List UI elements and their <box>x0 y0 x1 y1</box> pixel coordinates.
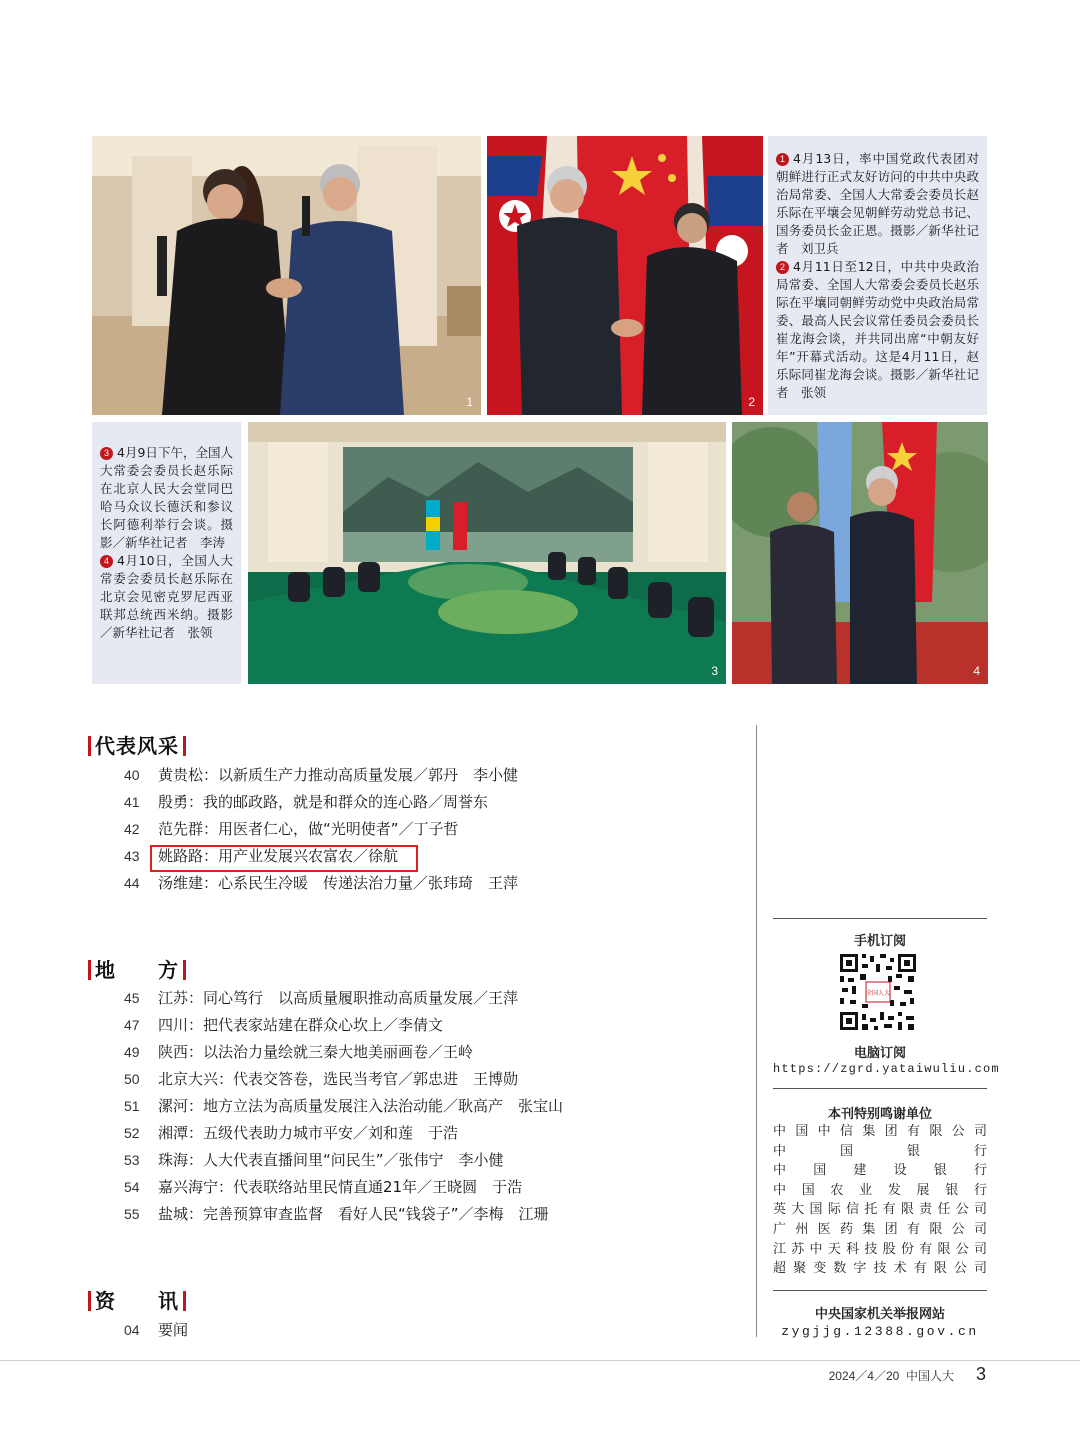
toc-item[interactable] <box>124 1066 563 1093</box>
toc-page: 47 <box>124 1017 140 1033</box>
caption-box-3-4 <box>92 422 241 684</box>
toc-page: 52 <box>124 1125 140 1141</box>
toc-title: 范先群：用医者仁心，做“光明使者”／丁子哲 <box>158 820 459 838</box>
toc-title: 黄贵松：以新质生产力推动高质量发展／郭丹 李小健 <box>158 766 519 784</box>
footer-issue-date: 2024／4／20 <box>828 1369 900 1383</box>
report-site-title: 中央国家机关举报网站 <box>814 1307 945 1322</box>
footer-rule <box>0 1360 1080 1361</box>
qr-center-label: 全国人大 <box>865 990 891 997</box>
toc-page: 50 <box>124 1071 140 1087</box>
section-head-news <box>88 1285 186 1314</box>
thanks-title: 本刊特别鸣谢单位 <box>827 1107 932 1122</box>
toc-page: 42 <box>124 821 140 837</box>
toc-title: 湘潭：五级代表助力城市平安／刘和莲 于浩 <box>158 1124 459 1142</box>
qr-code-icon[interactable] <box>838 952 918 1032</box>
toc-title: 汤维建：心系民生冷暖 传递法治力量／张玮琦 王萍 <box>158 874 519 892</box>
sidebar-rule <box>773 918 987 919</box>
section-title: 地 方 <box>95 958 179 982</box>
toc-title: 殷勇：我的邮政路，就是和群众的连心路／周誉东 <box>158 793 489 811</box>
caption-2-mark: 2 <box>776 261 789 274</box>
section-head-representatives <box>88 730 186 759</box>
caption-2 <box>776 258 979 402</box>
mobile-subscribe-label: 手机订阅 <box>853 934 906 949</box>
caption-1 <box>776 150 979 258</box>
toc-title: 江苏：同心笃行 以高质量履职推动高质量发展／王萍 <box>158 989 519 1007</box>
toc-item[interactable] <box>124 1093 563 1120</box>
toc-list-representatives <box>124 762 518 897</box>
toc-page: 51 <box>124 1098 140 1114</box>
caption-3 <box>100 444 233 552</box>
photo-3 <box>248 422 726 684</box>
page-number: 3 <box>976 1364 987 1384</box>
toc-title: 北京大兴：代表交答卷，选民当考官／郭忠进 王博勋 <box>158 1070 519 1088</box>
photo-1 <box>92 136 481 415</box>
photo-4-image <box>732 422 988 684</box>
caption-4 <box>100 552 233 642</box>
toc-item[interactable] <box>124 816 518 843</box>
toc-title: 姚路路：用产业发展兴农富农／徐航 <box>158 847 399 865</box>
toc-page: 04 <box>124 1322 140 1338</box>
toc-page: 49 <box>124 1044 140 1060</box>
toc-page: 45 <box>124 990 140 1006</box>
toc-page: 41 <box>124 794 140 810</box>
caption-1-text: 4月13日，率中国党政代表团对朝鲜进行正式友好访问的中共中央政治局常委、全国人大常委会委员长赵乐际在平壤会见朝鲜劳动党总书记、国务委员长金正恩。摄影／新华社记者 刘卫兵 <box>776 151 979 256</box>
sidebar-rule <box>773 1290 987 1291</box>
sponsor-item: 英大国际信托有限责任公司 <box>773 1202 987 1218</box>
toc-item[interactable] <box>124 789 518 816</box>
photo-2-image <box>487 136 763 415</box>
toc-item[interactable] <box>124 1120 563 1147</box>
column-divider <box>756 725 757 1337</box>
toc-item[interactable] <box>124 1174 563 1201</box>
toc-page: 53 <box>124 1152 140 1168</box>
sponsor-item: 中国中信集团有限公司 <box>773 1124 987 1139</box>
photo-2-number: 2 <box>748 395 755 409</box>
toc-list-local <box>124 985 563 1228</box>
footer-info <box>829 1367 954 1384</box>
footer-magazine-name: 中国人大 <box>905 1369 954 1383</box>
caption-4-mark: 4 <box>100 555 113 568</box>
toc-item[interactable] <box>124 985 563 1012</box>
toc-item[interactable] <box>124 1147 563 1174</box>
caption-3-mark: 3 <box>100 447 113 460</box>
toc-item[interactable] <box>124 1012 563 1039</box>
toc-title: 嘉兴海宁：代表联络站里民情直通21年／王晓圆 于浩 <box>158 1178 523 1196</box>
section-bar-right <box>183 736 186 756</box>
sponsor-item: 中国农业发展银行 <box>773 1182 987 1198</box>
photo-3-image <box>248 422 726 684</box>
section-head-local <box>88 954 186 983</box>
toc-title: 漯河：地方立法为高质量发展注入法治动能／耿高产 张宝山 <box>158 1097 564 1115</box>
sponsor-item: 广州医药集团有限公司 <box>773 1221 987 1237</box>
caption-4-text: 4月10日，全国人大常委会委员长赵乐际在北京会见密克罗尼西亚联邦总统西米纳。摄影／新华社记者 张领 <box>100 553 233 640</box>
toc-page: 54 <box>124 1179 140 1195</box>
photo-2 <box>487 136 763 415</box>
section-title: 代表风采 <box>95 734 179 758</box>
toc-item[interactable] <box>124 1317 188 1344</box>
toc-page: 44 <box>124 875 140 891</box>
caption-3-text: 4月9日下午，全国人大常委会委员长赵乐际在北京人民大会堂同巴哈马众议长德沃和参议长阿德利举行会谈。摄影／新华社记者 李涛 <box>100 445 233 550</box>
toc-list-news <box>124 1317 188 1344</box>
toc-page: 43 <box>124 848 140 864</box>
toc-page: 55 <box>124 1206 140 1222</box>
photo-1-image <box>92 136 481 415</box>
section-bar-right <box>183 1291 186 1311</box>
sponsor-item: 超聚变数字技术有限公司 <box>773 1261 987 1277</box>
toc-title: 珠海：人大代表直播间里“问民生”／张伟宁 李小健 <box>158 1151 504 1169</box>
toc-item[interactable] <box>124 1201 563 1228</box>
photo-3-number: 3 <box>711 664 718 678</box>
photo-1-number: 1 <box>466 395 473 409</box>
toc-title: 陕西：以法治力量绘就三秦大地美丽画卷／王岭 <box>158 1043 474 1061</box>
report-site-url[interactable]: zygjjg.12388.gov.cn <box>781 1324 979 1339</box>
highlight-box <box>150 845 418 872</box>
pc-subscribe-url[interactable]: https://zgrd.yataiwuliu.com <box>773 1062 1000 1076</box>
sidebar-rule <box>773 1088 987 1089</box>
toc-page: 40 <box>124 767 140 783</box>
toc-title: 要闻 <box>158 1321 189 1339</box>
toc-item[interactable] <box>124 762 518 789</box>
pc-subscribe-label: 电脑订阅 <box>853 1046 906 1061</box>
section-bar-right <box>183 960 186 980</box>
caption-box-1-2 <box>768 136 987 415</box>
photo-4 <box>732 422 988 684</box>
caption-1-mark: 1 <box>776 153 789 166</box>
sponsor-item: 江苏中天科技股份有限公司 <box>773 1241 987 1257</box>
toc-item[interactable] <box>124 870 518 897</box>
sponsor-list <box>773 1122 987 1279</box>
caption-2-text: 4月11日至12日，中共中央政治局常委、全国人大常委会委员长赵乐际在平壤同朝鲜劳动党中央政治局常委、最高人民会议常任委员会委员长崔龙海会谈，并共同出席“中朝友好年”开幕式活动。这是4月11日，赵乐际同崔龙海会谈。摄影／新华社记者 张领 <box>776 259 979 400</box>
toc-title: 盐城：完善预算审查监督 看好人民“钱袋子”／李梅 江珊 <box>158 1205 549 1223</box>
toc-item[interactable] <box>124 1039 563 1066</box>
sponsor-item: 中国银行 <box>773 1143 987 1159</box>
photo-4-number: 4 <box>973 664 980 678</box>
toc-title: 四川：把代表家站建在群众心坎上／李倩文 <box>158 1016 444 1034</box>
sponsor-item: 中国建设银行 <box>773 1163 987 1179</box>
section-title: 资 讯 <box>95 1289 179 1313</box>
